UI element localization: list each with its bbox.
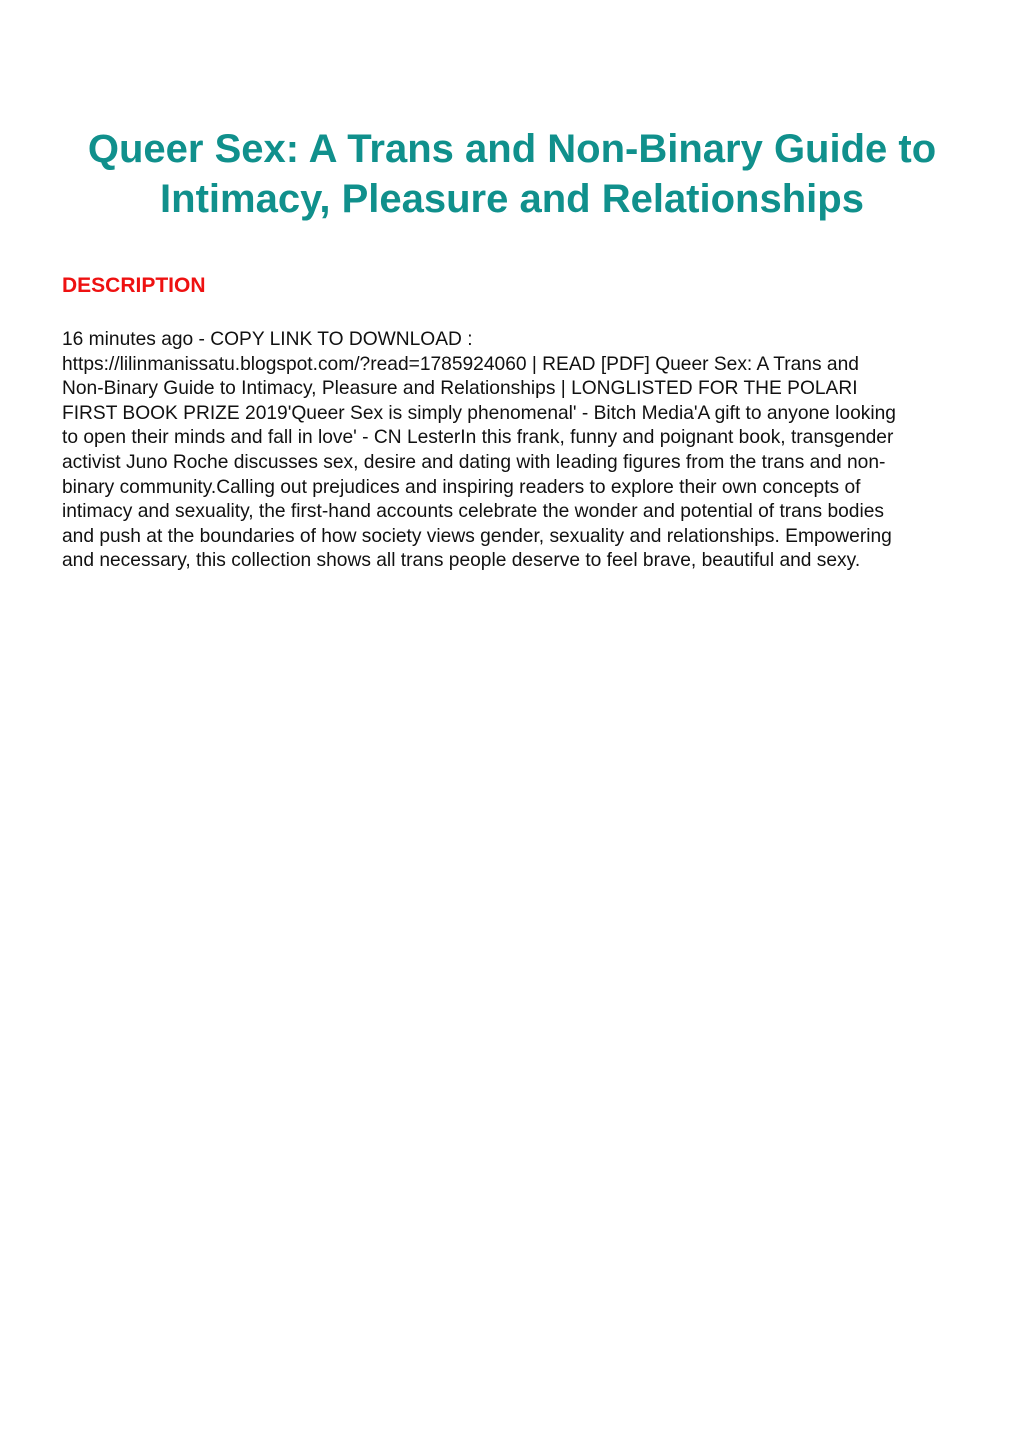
description-line: 16 minutes ago - COPY LINK TO DOWNLOAD :	[62, 329, 473, 350]
description-line: to open their minds and fall in love' - CN LesterIn this frank, funny and poignant book, transgender	[62, 427, 894, 449]
description-line: and necessary, this collection shows all trans people deserve to feel brave, beautiful and sexy.	[62, 550, 861, 572]
title-line-2: Intimacy, Pleasure and Relationships	[160, 177, 864, 221]
description-line: binary community.Calling out prejudices and inspiring readers to explore their own concepts of	[62, 476, 861, 498]
description-line: Non-Binary Guide to Intimacy, Pleasure and Relationships | LONGLISTED FOR THE POLARI	[62, 378, 858, 400]
description-line: and push at the boundaries of how society views gender, sexuality and relationships. Empowering	[62, 525, 892, 547]
description-body	[62, 328, 968, 574]
description-line: activist Juno Roche discusses sex, desire and dating with leading figures from the trans and non-	[62, 451, 886, 473]
description-line: intimacy and sexuality, the first-hand accounts celebrate the wonder and potential of trans bodies	[62, 501, 884, 523]
description-line: FIRST BOOK PRIZE 2019'Queer Sex is simply phenomenal' - Bitch Media'A gift to anyone looking	[62, 402, 896, 424]
title-line-1: Queer Sex: A Trans and Non-Binary Guide to	[87, 127, 937, 171]
description-line: https://lilinmanissatu.blogspot.com/?read=1785924060 | READ [PDF] Queer Sex: A Trans and	[62, 353, 859, 375]
page-title	[40, 124, 984, 224]
description-heading: DESCRIPTION	[62, 274, 206, 297]
